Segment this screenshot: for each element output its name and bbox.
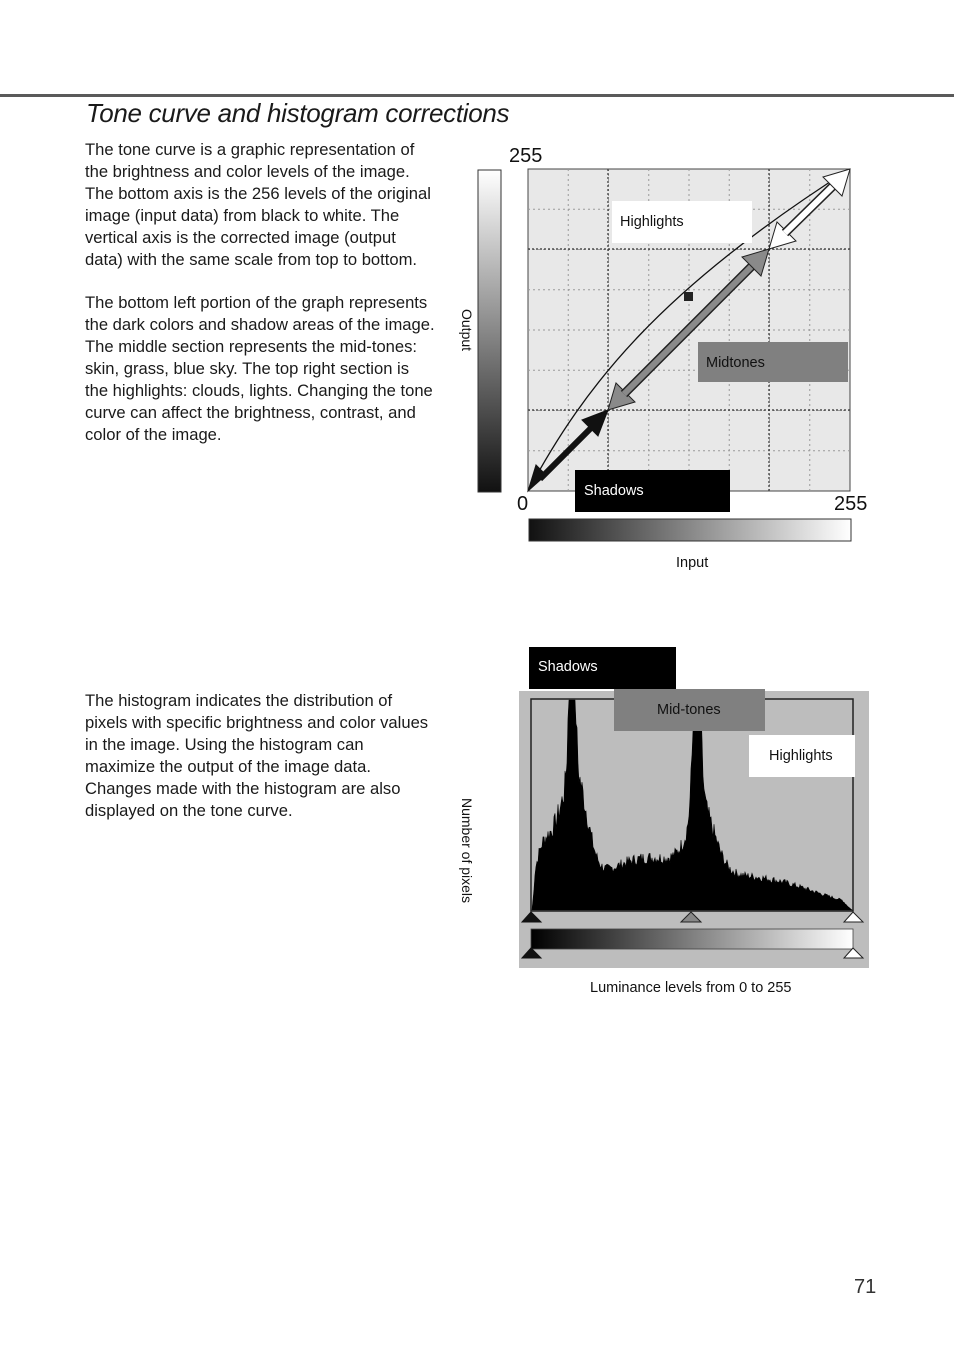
hist-midtones-label: Mid-tones [657,702,721,718]
highlights-label: Highlights [620,214,684,230]
y-axis-label: Output [459,309,475,352]
hist-y-axis-label: Number of pixels [459,798,475,904]
origin-label: 0 [517,493,529,515]
luminance-gradient-bar [531,929,853,949]
input-gradient-bar [529,519,851,541]
output-gradient-bar [478,170,501,492]
intro-paragraph-2: The bottom left portion of the graph represents the dark colors and shadow areas of the image. The middle section represents the mid-tones: skin, grass, blue sky. The top right section is the highlights: clouds, lights. Changing the tone curve can affect the brightness, contrast, and color of the image. [85,293,435,444]
tone-curve-control-point[interactable] [684,292,693,301]
histogram-paragraph: The histogram indicates the distribution of pixels with specific brightness and color values in the image. Using the histogram can maximize the output of the image data. Changes made with the histogram are also displayed on the tone curve. [85,691,429,820]
shadows-label: Shadows [584,483,644,499]
tone-curve-figure [0,0,954,620]
intro-paragraph-1: The tone curve is a graphic representation of the brightness and color levels of the image. The bottom axis is the 256 levels of the original image (input data) from black to white. The vertical axis is the corrected image (output data) with the same scale from top to bottom. [85,140,431,269]
midtones-label: Midtones [706,355,765,371]
histogram-figure [0,620,954,1020]
page-title: Tone curve and histogram corrections [86,98,510,128]
x-max-label: 255 [834,493,868,515]
hist-highlights-label: Highlights [769,748,833,764]
page-number: 71 [854,1276,877,1298]
x-axis-label: Input [676,555,709,571]
hist-x-axis-label: Luminance levels from 0 to 255 [590,980,792,996]
hist-shadows-label: Shadows [538,659,598,675]
y-max-label: 255 [509,145,543,167]
